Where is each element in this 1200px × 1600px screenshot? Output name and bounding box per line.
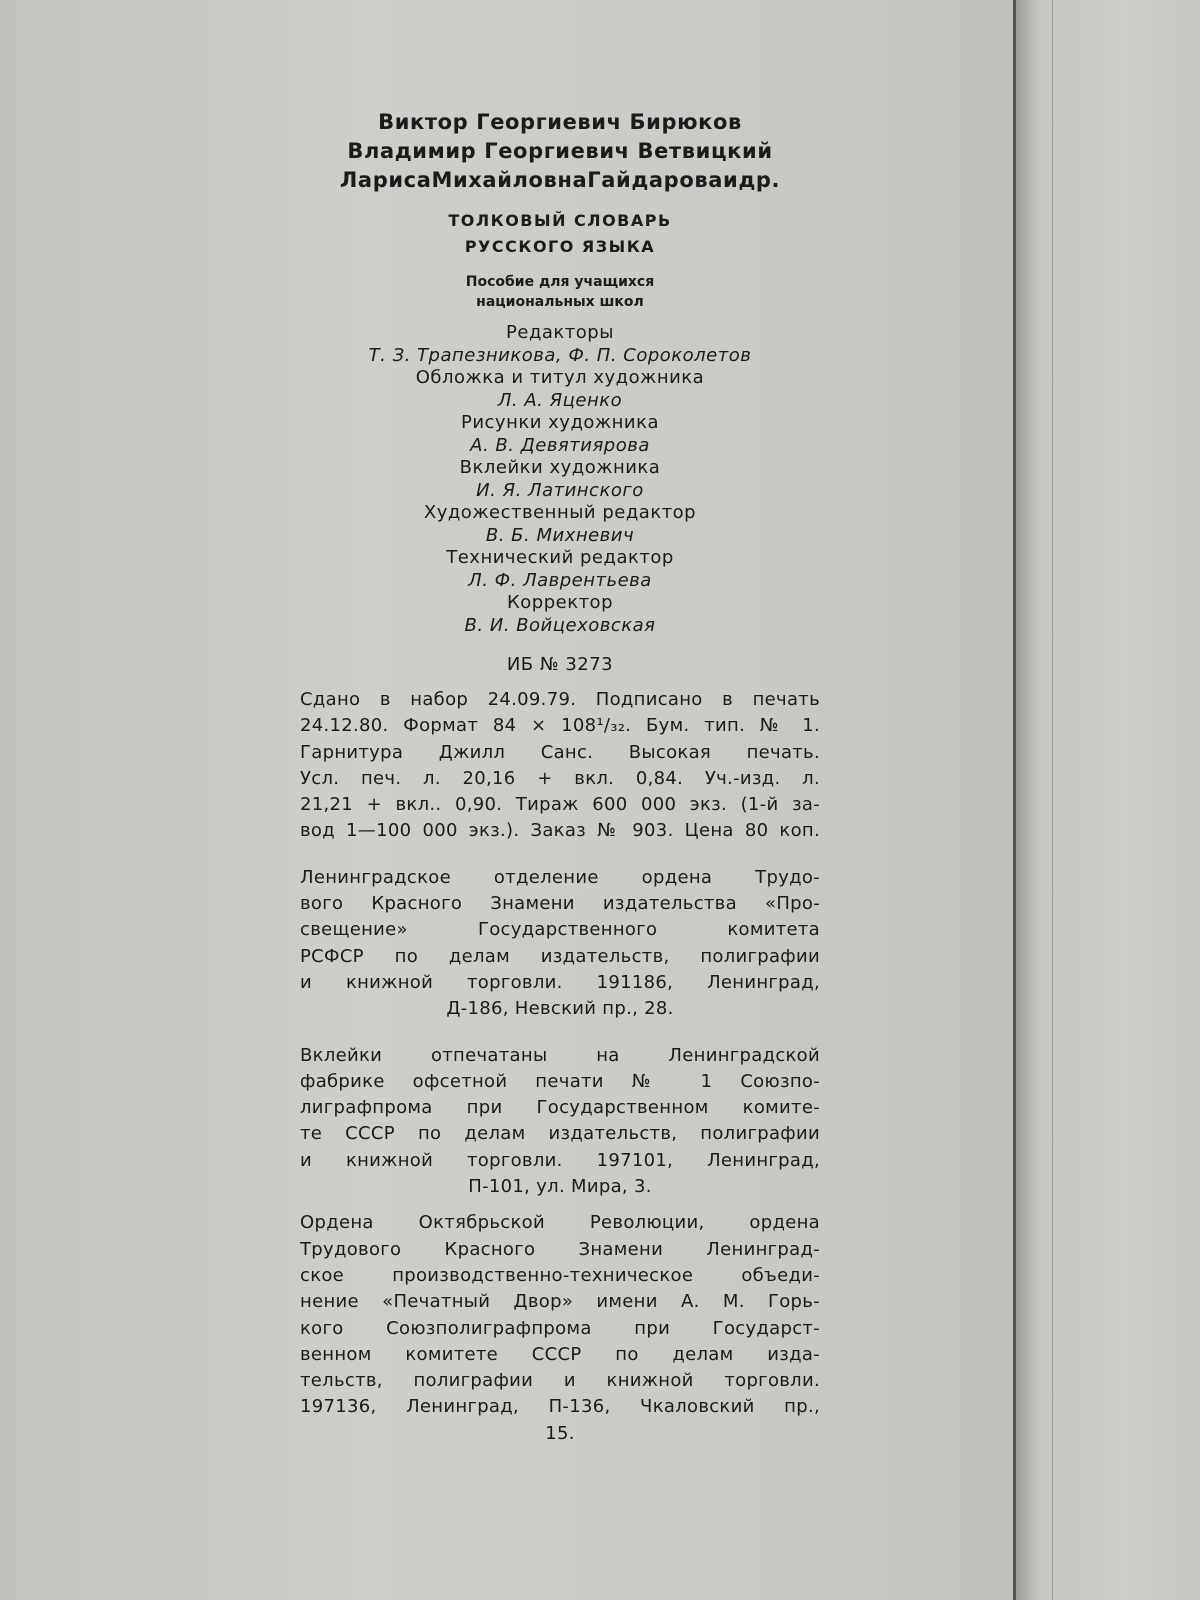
- subtitle-line: Пособие для учащихся: [465, 274, 655, 290]
- subtitle-line: национальных школ: [476, 294, 644, 310]
- main-printer-line: Трудового Красного Знамени Ленинград-: [300, 1238, 820, 1260]
- inserts-printer-line: и книжной торговли. 197101, Ленинград,: [300, 1149, 820, 1171]
- title-line: РУССКОГО ЯЗЫКА: [464, 237, 656, 256]
- staff-role: Редакторы: [506, 322, 614, 343]
- print-info-line: 21,21 + вкл.. 0,90. Тираж 600 000 экз. (1-й за-: [300, 794, 820, 816]
- inserts-printer-line: те СССР по делам издательств, полиграфии: [300, 1123, 820, 1145]
- authors: [300, 108, 820, 195]
- publisher-line: свещение» Государственного комитета: [300, 919, 820, 941]
- inserts-printer-line: Вклейки отпечатаны на Ленинградской: [300, 1044, 820, 1066]
- staff-role: Художественный редактор: [423, 502, 697, 523]
- inserts-printer-line: лиграфпрома при Государственном комите-: [300, 1097, 820, 1119]
- main-printer-line: тельств, полиграфии и книжной торговли.: [300, 1370, 820, 1392]
- publisher-line: и книжной торговли. 191186, Ленинград,: [300, 971, 820, 993]
- print-info-line: Сдано в набор 24.09.79. Подписано в печать: [300, 689, 820, 710]
- print-info-line: вод 1—100 000 экз.). Заказ № 903. Цена 80 коп.: [300, 820, 820, 842]
- staff-name: А. В. Девятиярова: [470, 434, 650, 456]
- ib-number: ИБ № 3273: [506, 654, 614, 675]
- publisher-info: [300, 865, 820, 1023]
- inserts-printer-info: [300, 1043, 820, 1201]
- print-info-line: Гарнитура Джилл Санс. Высокая печать.: [300, 741, 820, 763]
- publisher-line: вого Красного Знамени издательства «Про-: [300, 893, 820, 915]
- staff-name: В. Б. Михневич: [485, 524, 635, 546]
- staff-role: Обложка и титул художника: [415, 367, 705, 388]
- publisher-line: РСФСР по делам издательств, полиграфии: [300, 945, 820, 967]
- author-line: Владимир Георгиевич Ветвицкий: [347, 139, 773, 163]
- staff-name: Л. А. Яценко: [497, 389, 623, 411]
- publisher-line: Ленинградское отделение ордена Трудо-: [300, 866, 820, 888]
- staff-role: Рисунки художника: [460, 412, 659, 433]
- main-printer-line: венном комитете СССР по делам изда-: [300, 1343, 820, 1365]
- print-info: [300, 687, 820, 845]
- staff-role: Вклейки художника: [459, 457, 661, 478]
- main-printer-line: Ордена Октябрьской Революции, ордена: [300, 1212, 820, 1234]
- main-printer-line: кого Союзполиграфпрома при Государст-: [300, 1317, 820, 1339]
- staff-role: Технический редактор: [446, 547, 674, 568]
- book-title: [300, 208, 820, 260]
- colophon: [300, 108, 820, 1447]
- publisher-line: Д-186, Невский пр., 28.: [446, 998, 674, 1020]
- main-printer-line: 15.: [545, 1422, 575, 1444]
- title-line: ТОЛКОВЫЙ СЛОВАРЬ: [448, 211, 672, 230]
- staff-name: Л. Ф. Лаврентьева: [468, 569, 652, 591]
- author-line: ЛарисаМихайловнаГайдароваидр.: [339, 168, 781, 192]
- next-page-edge: [1016, 0, 1200, 1600]
- author-line: Виктор Георгиевич Бирюков: [378, 110, 742, 134]
- main-printer-line: нение «Печатный Двор» имени А. М. Горь-: [300, 1291, 820, 1313]
- book-subtitle: [300, 272, 820, 312]
- inserts-printer-line: П-101, ул. Мира, 3.: [468, 1176, 652, 1198]
- main-printer-line: 197136, Ленинград, П-136, Чкаловский пр.,: [300, 1396, 820, 1418]
- print-info-line: 24.12.80. Формат 84 × 108¹/₃₂. Бум. тип. № 1.: [300, 715, 820, 737]
- main-printer-info: [300, 1210, 820, 1447]
- next-page-line: [1052, 0, 1053, 1600]
- inserts-printer-line: фабрике офсетной печати № 1 Союзпо-: [300, 1070, 820, 1092]
- main-printer-line: ское производственно-техническое объеди-: [300, 1264, 820, 1286]
- staff-name: И. Я. Латинского: [476, 479, 644, 501]
- staff-credits: [300, 322, 820, 637]
- staff-name: В. И. Войцеховская: [464, 614, 656, 636]
- print-info-line: Усл. печ. л. 20,16 + вкл. 0,84. Уч.-изд. л.: [300, 767, 820, 789]
- staff-name: Т. З. Трапезникова, Ф. П. Сороколетов: [368, 344, 752, 366]
- staff-role: Корректор: [506, 592, 613, 613]
